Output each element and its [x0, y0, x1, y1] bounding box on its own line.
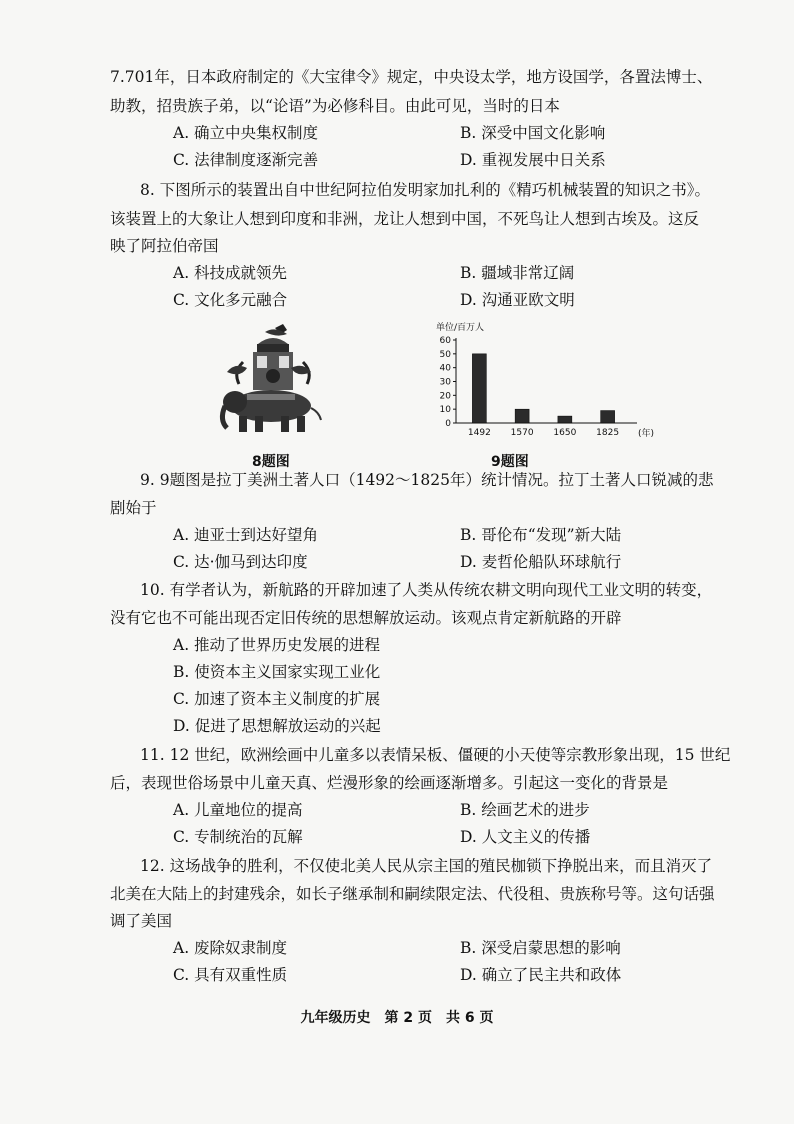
q8-line-2: 该装置上的大象让人想到印度和非洲，龙让人想到中国，不死鸟让人想到古埃及。这反 — [110, 210, 700, 228]
q12-line-1: 12. 这场战争的胜利，不仅使北美人民从宗主国的殖民枷锁下挣脱出来，而且消灭了 — [140, 857, 713, 875]
q8-option-a: A. 科技成就领先 — [173, 264, 288, 282]
q7-option-c: C. 法律制度逐渐完善 — [173, 151, 319, 169]
q9-line-2: 剧始于 — [110, 499, 157, 517]
q7-option-a: A. 确立中央集权制度 — [173, 124, 319, 142]
q12-line-3: 调了美国 — [110, 912, 173, 930]
q7-option-b: B. 深受中国文化影响 — [460, 124, 606, 142]
q9-option-a: A. 迪亚士到达好望角 — [173, 526, 319, 544]
q10-line-2: 没有它也不可能出现否定旧传统的思想解放运动。该观点肯定新航路的开辟 — [110, 609, 622, 627]
q8-option-b: B. 疆域非常辽阔 — [460, 264, 575, 282]
fig8-caption: 8题图 — [252, 454, 290, 470]
q8-option-c: C. 文化多元融合 — [173, 291, 288, 309]
chart-y-tick-label: 40 — [439, 363, 451, 374]
q8-line-1: 8. 下图所示的装置出自中世纪阿拉伯发明家加扎利的《精巧机械装置的知识之书》。 — [140, 181, 710, 199]
population-bar-chart — [432, 320, 682, 445]
q9-line-1: 9. 9题图是拉丁美洲土著人口（1492～1825年）统计情况。拉丁土著人口锐减的悲 — [140, 471, 714, 489]
q12-option-a: A. 废除奴隶制度 — [173, 939, 288, 957]
chart-y-tick-label: 10 — [439, 405, 451, 416]
q11-option-a: A. 儿童地位的提高 — [173, 801, 303, 819]
chart-x-tick-label: 1825 — [596, 428, 620, 438]
chart-bar-1825 — [601, 411, 615, 423]
q9-option-b: B. 哥伦布“发现”新大陆 — [460, 526, 622, 544]
chart-bar-1570 — [515, 409, 529, 423]
chart-ylabel: 单位/百万人 — [436, 323, 485, 333]
q12-option-b: B. 深受启蒙思想的影响 — [460, 939, 621, 957]
chart-x-unit: (年) — [638, 429, 655, 439]
chart-bar-1650 — [558, 416, 572, 423]
chart-y-tick-label: 20 — [439, 391, 451, 402]
q7-line-1: 7.701年，日本政府制定的《大宝律令》规定，中央设太学，地方设国学，各置法博士、 — [110, 68, 713, 86]
q8-line-3: 映了阿拉伯帝国 — [110, 237, 219, 255]
q11-option-c: C. 专制统治的瓦解 — [173, 828, 303, 846]
chart-svg — [432, 320, 682, 445]
q10-option-c: C. 加速了资本主义制度的扩展 — [173, 690, 381, 708]
q11-line-2: 后，表现世俗场景中儿童天真、烂漫形象的绘画逐渐增多。引起这一变化的背景是 — [110, 774, 669, 792]
q12-option-d: D. 确立了民主共和政体 — [460, 966, 622, 984]
q10-line-1: 10. 有学者认为，新航路的开辟加速了人类从传统农耕文明向现代工业文明的转变， — [140, 581, 713, 599]
q9-option-d: D. 麦哲伦船队环球航行 — [460, 553, 622, 571]
q9-option-c: C. 达·伽马到达印度 — [173, 553, 308, 571]
q10-option-a: A. 推动了世界历史发展的进程 — [173, 636, 381, 654]
q8-option-d: D. 沟通亚欧文明 — [460, 291, 575, 309]
chart-y-tick-label: 60 — [439, 336, 451, 346]
q7-option-d: D. 重视发展中日关系 — [460, 151, 606, 169]
q12-option-c: C. 具有双重性质 — [173, 966, 288, 984]
q11-line-1: 11. 12 世纪，欧洲绘画中儿童多以表情呆板、僵硬的小天使等宗教形象出现，15 世纪 — [140, 746, 731, 764]
q12-line-2: 北美在大陆上的封建残余，如长子继承制和嗣续限定法、代役租、贵族称号等。这句话强 — [110, 885, 715, 903]
page-footer: 九年级历史 第 2 页 共 6 页 — [300, 1010, 494, 1026]
q10-option-d: D. 促进了思想解放运动的兴起 — [173, 717, 381, 735]
chart-x-tick-label: 1570 — [510, 428, 534, 438]
chart-x-tick-label: 1492 — [467, 428, 491, 438]
chart-y-tick-label: 30 — [439, 377, 451, 388]
chart-y-tick-label: 0 — [445, 419, 451, 429]
q10-option-b: B. 使资本主义国家实现工业化 — [173, 663, 381, 681]
fig9-caption: 9题图 — [491, 454, 529, 470]
q7-line-2: 助教，招贵族子弟，以“论语”为必修科目。由此可见，当时的日本 — [110, 97, 560, 115]
chart-x-tick-label: 1650 — [553, 428, 577, 438]
q11-option-d: D. 人文主义的传播 — [460, 828, 591, 846]
chart-bar-1492 — [472, 354, 486, 423]
q11-option-b: B. 绘画艺术的进步 — [460, 801, 590, 819]
chart-y-tick-label: 50 — [439, 349, 451, 360]
elephant-clock-illustration — [213, 322, 325, 437]
